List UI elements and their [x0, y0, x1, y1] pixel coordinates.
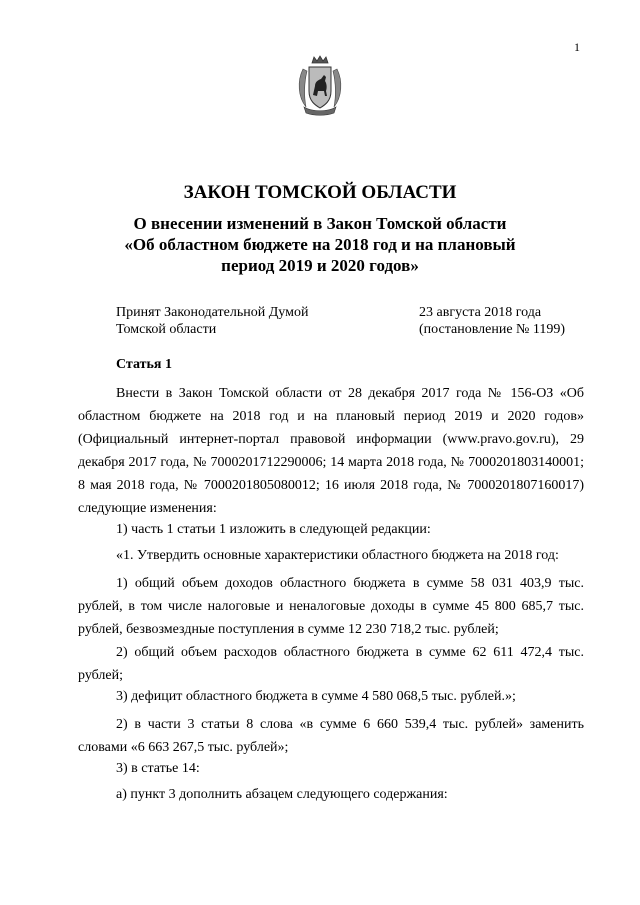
adoption-date-block	[419, 304, 565, 338]
article-heading: Статья 1	[116, 357, 172, 372]
law-title: ЗАКОН ТОМСКОЙ ОБЛАСТИ	[183, 182, 457, 203]
body-paragraph: Внести в Закон Томской области от 28 декабря 2017 года № 156-ОЗ «Об областном бюджете на 2018 год и на плановый период 2019 и 2020 годов» (Официальный интернет-портал правовой информации (www.pravo.gov.ru), 29 декабря 2017 года, № 7000201712290006; 14 марта 2018 года, № 7000201803140001; 8 мая 2018 года, № 7000201805080012; 16 июля 2018 года, № 7000201807160017) следующие изменения:	[78, 386, 584, 516]
law-subtitle	[0, 213, 640, 276]
body-paragraph: 1) часть 1 статьи 1 изложить в следующей редакции:	[116, 522, 431, 537]
body-paragraph: 3) в статье 14:	[116, 761, 200, 776]
adopted-by-line: Томской области	[116, 322, 217, 337]
document-body	[78, 356, 584, 811]
resolution-number: (постановление № 1199)	[419, 322, 566, 337]
subtitle-line: О внесении изменений в Закон Томской области	[133, 214, 507, 233]
body-paragraph: 2) общий объем расходов областного бюджета в сумме 62 611 472,4 тыс. рублей;	[78, 645, 584, 683]
body-paragraph: «1. Утвердить основные характеристики областного бюджета на 2018 год:	[116, 548, 559, 563]
coat-of-arms-emblem	[296, 55, 344, 117]
subtitle-line: «Об областном бюджете на 2018 год и на плановый	[124, 235, 516, 254]
adopted-by-block	[116, 304, 308, 338]
body-paragraph: а) пункт 3 дополнить абзацем следующего содержания:	[116, 787, 448, 802]
body-paragraph: 2) в части 3 статьи 8 слова «в сумме 6 660 539,4 тыс. рублей» заменить словами «6 663 267,5 тыс. рублей»;	[78, 717, 584, 755]
adoption-date: 23 августа 2018 года	[419, 305, 542, 320]
subtitle-line: период 2019 и 2020 годов»	[221, 256, 419, 275]
body-paragraph: 1) общий объем доходов областного бюджета в сумме 58 031 403,9 тыс. рублей, в том числе налоговые и неналоговые доходы в сумме 45 800 685,7 тыс. рублей, безвозмездные поступления в сумме 12 230 718,2 тыс. рублей;	[78, 576, 584, 637]
body-paragraph: 3) дефицит областного бюджета в сумме 4 580 068,5 тыс. рублей.»;	[116, 689, 516, 704]
adopted-by-line: Принят Законодательной Думой	[116, 305, 309, 320]
page-number: 1	[574, 40, 580, 54]
